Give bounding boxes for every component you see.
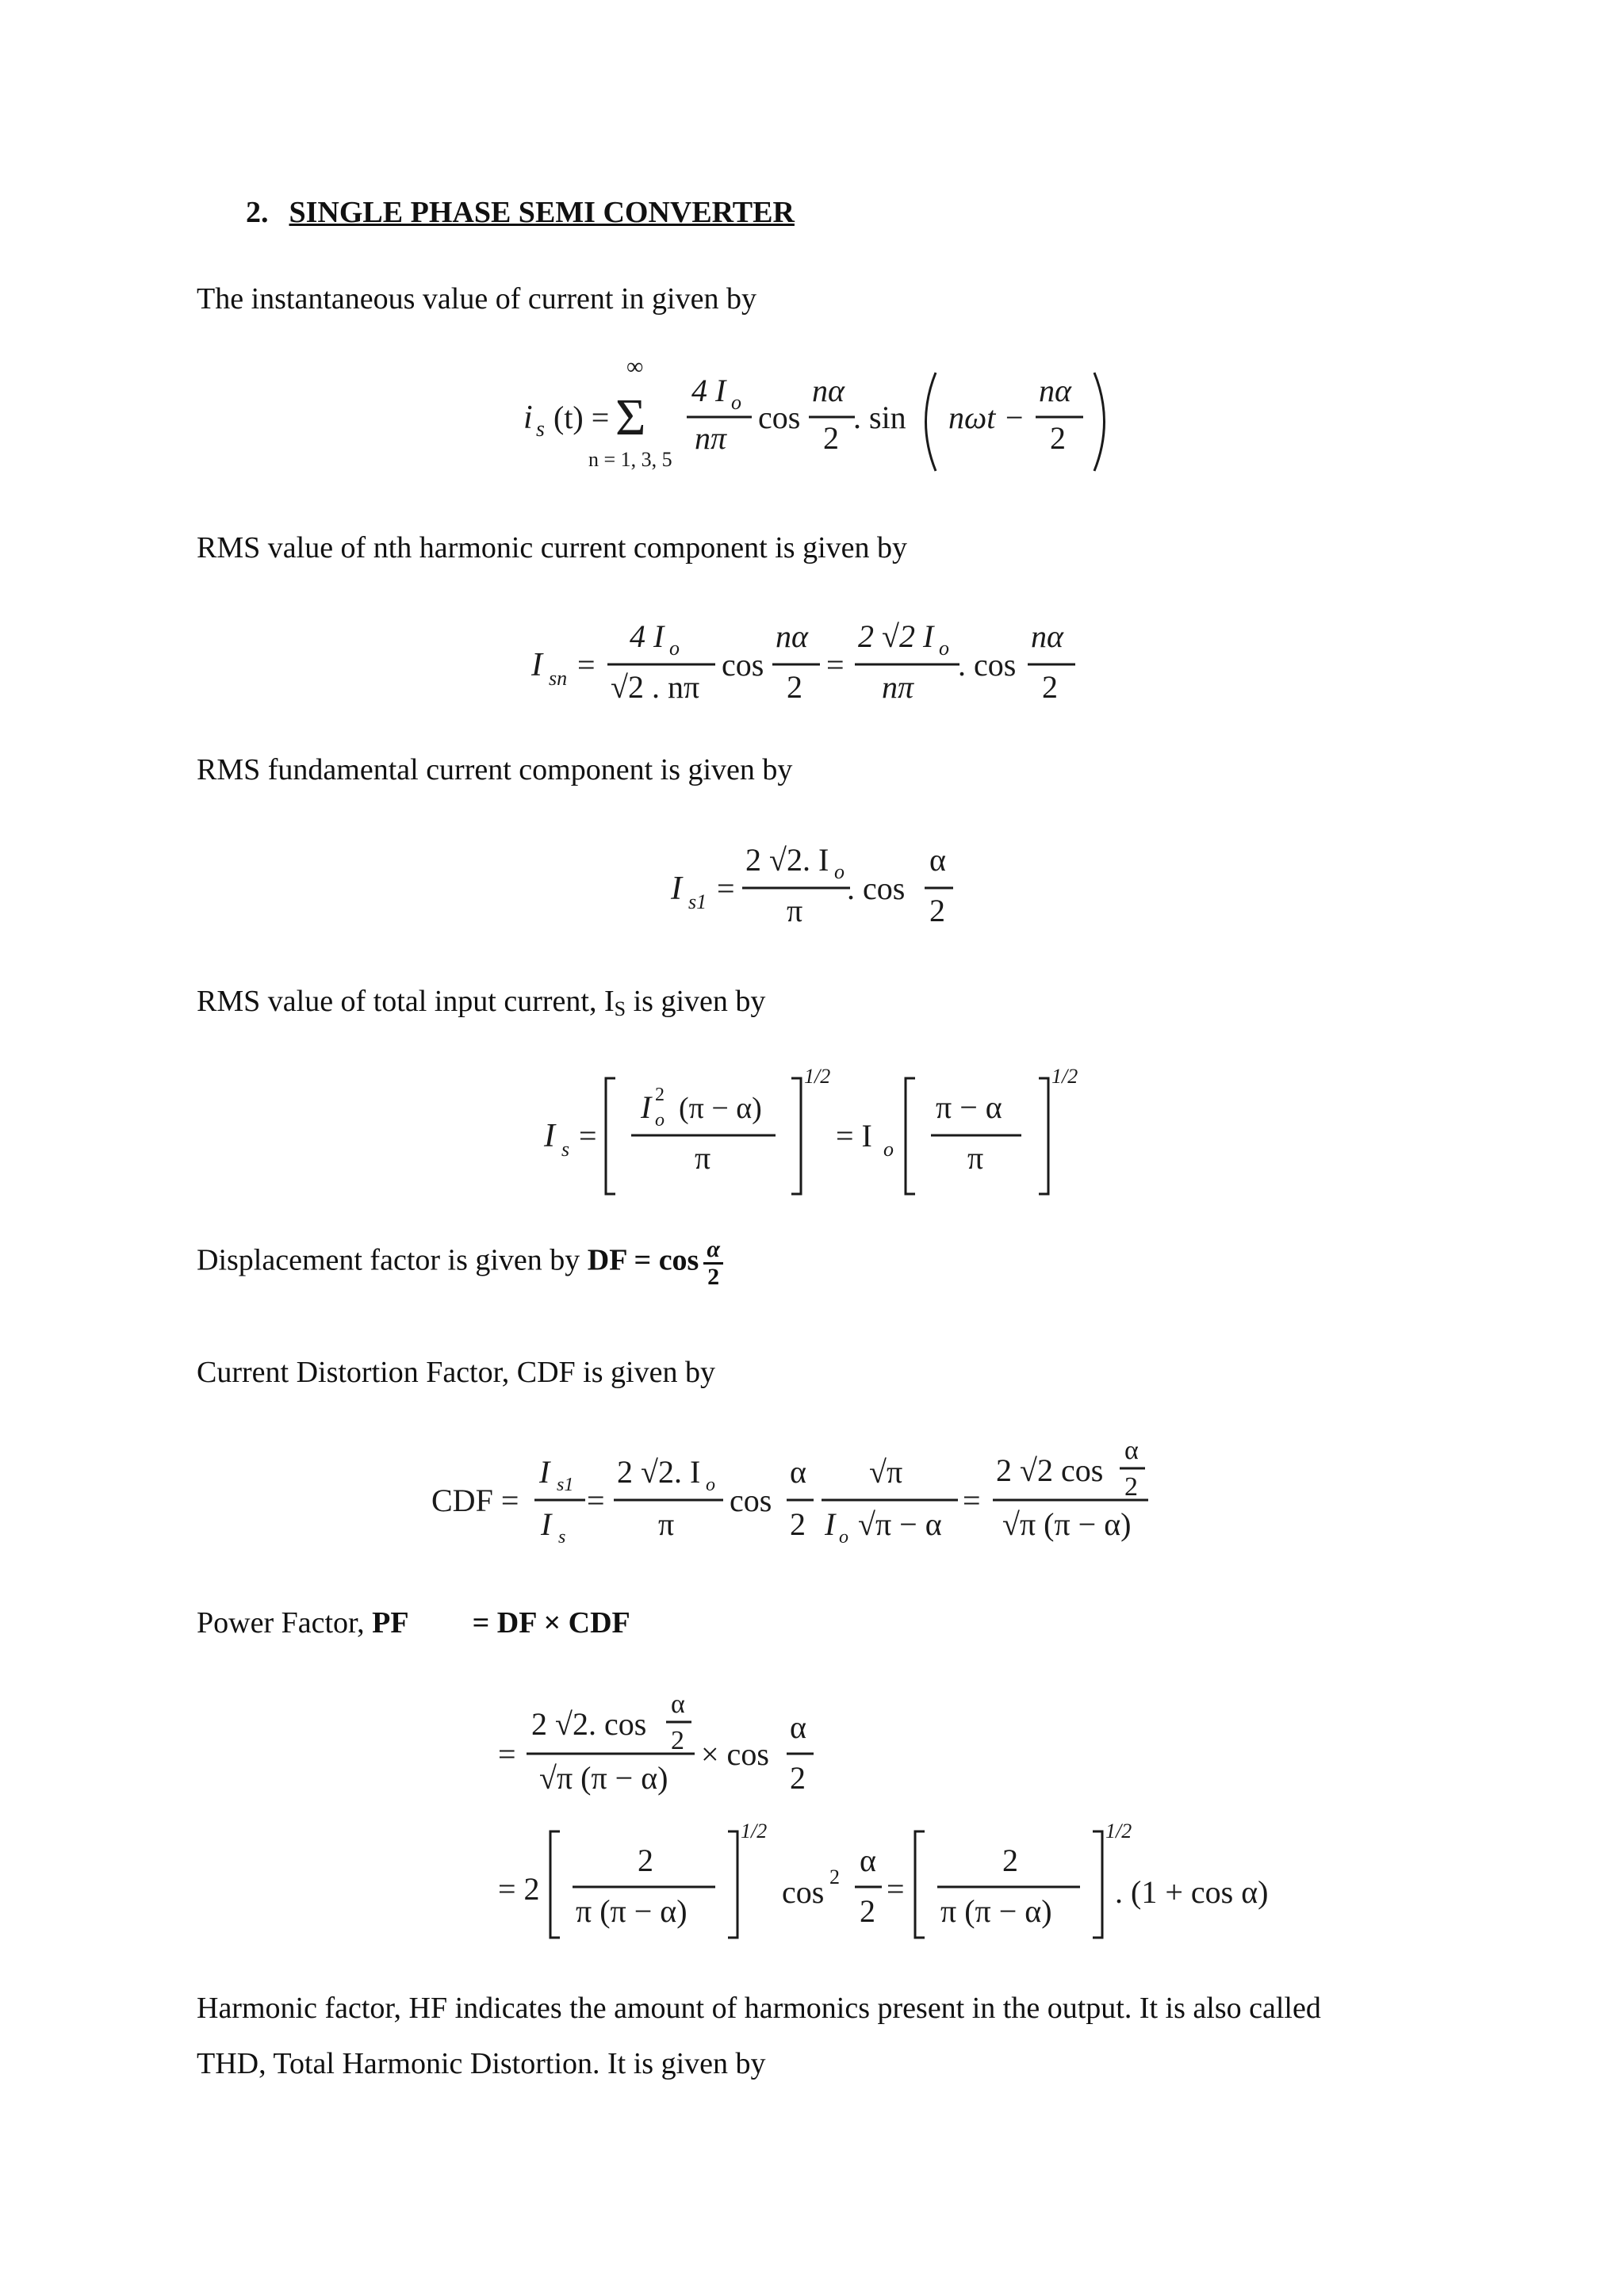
p4-sub: S bbox=[614, 997, 626, 1020]
eq1-lhs-arg: (t) = bbox=[553, 400, 610, 435]
eq5-den-d-rest: √π − α bbox=[858, 1506, 942, 1542]
eq6-den-a: √π (π − α) bbox=[539, 1760, 668, 1796]
section-number: 2. bbox=[246, 196, 269, 229]
eq1-upper: ∞ bbox=[626, 354, 644, 380]
eq5-den-e: √π (π − α) bbox=[1002, 1506, 1132, 1542]
eq5-num-e-frac-den: 2 bbox=[1124, 1472, 1138, 1502]
eq3-cos: . cos bbox=[847, 871, 906, 906]
eq7-lhs: = 2 bbox=[498, 1871, 540, 1907]
eq2-den-d: 2 bbox=[1042, 669, 1058, 705]
eq7-tail: . (1 + cos α) bbox=[1115, 1874, 1269, 1910]
eq1-den-c: 2 bbox=[1050, 420, 1066, 456]
equation-rms-total-input bbox=[539, 1067, 1078, 1202]
eq2-cos: cos bbox=[722, 647, 764, 683]
section-title: SINGLE PHASE SEMI CONVERTER bbox=[289, 196, 795, 229]
eq5-eq2: = bbox=[963, 1483, 981, 1518]
paragraph-displacement-factor bbox=[197, 1237, 723, 1289]
eq7-bracket-left-b bbox=[915, 1831, 925, 1938]
eq7-num-a: 2 bbox=[638, 1843, 653, 1878]
eq7-cos2: cos bbox=[782, 1874, 825, 1910]
eq5-num-a-sub: s1 bbox=[557, 1475, 574, 1495]
paragraph-instantaneous-current: The instantaneous value of current in given by bbox=[197, 282, 756, 316]
equation-power-factor-2 bbox=[492, 1820, 1316, 1947]
eq4-pow: 1/2 bbox=[804, 1065, 831, 1088]
eq5-num-c: α bbox=[790, 1454, 806, 1490]
eq1-sigma: Σ bbox=[615, 388, 646, 446]
eq4-num-a: I bbox=[641, 1089, 652, 1125]
eq2-lhs-sub: sn bbox=[549, 667, 568, 690]
eq5-den-b: π bbox=[658, 1506, 675, 1542]
eq4-den-b: π bbox=[967, 1140, 984, 1176]
eq4-eq2-sub: o bbox=[883, 1138, 894, 1161]
eq5-num-e: 2 √2 cos bbox=[996, 1452, 1104, 1488]
eq2-den-a: √2 . nπ bbox=[611, 669, 700, 705]
paragraph-harmonic-factor-line1: Harmonic factor, HF indicates the amount of harmonics present in the output. It is also called bbox=[197, 1992, 1321, 2025]
p4-main: RMS value of total input current, I bbox=[197, 985, 615, 1018]
eq1-num-a: 4 I bbox=[691, 373, 726, 408]
equation-rms-nth-harmonic bbox=[527, 610, 1097, 721]
eq5-den-a: I bbox=[541, 1506, 552, 1542]
eq3-lhs-sub: s1 bbox=[688, 890, 707, 913]
eq5-num-b-sub: o bbox=[706, 1475, 715, 1495]
eq2-eq2: = bbox=[826, 647, 845, 683]
p7-label: Power Factor, bbox=[197, 1606, 373, 1640]
eq1-num-b: nα bbox=[812, 373, 845, 408]
eq3-den-b: 2 bbox=[929, 893, 945, 928]
eq7-bracket-right-a bbox=[728, 1831, 737, 1938]
eq5-num-e-frac-num: α bbox=[1124, 1436, 1139, 1465]
equation-power-factor-1 bbox=[492, 1679, 841, 1814]
eq7-eq: = bbox=[887, 1871, 905, 1907]
eq3-eq: = bbox=[717, 871, 735, 906]
eq2-num-b: nα bbox=[776, 618, 808, 654]
eq4-pow2: 1/2 bbox=[1051, 1065, 1078, 1088]
eq2-cos2: . cos bbox=[958, 647, 1017, 683]
eq4-bracket-right-a bbox=[791, 1078, 801, 1194]
eq2-num-d: nα bbox=[1031, 618, 1063, 654]
eq7-den-a: π (π − α) bbox=[576, 1893, 688, 1929]
eq2-num-c-sub: o bbox=[939, 637, 949, 660]
p7-pf: PF bbox=[372, 1606, 409, 1640]
eq7-den-c: π (π − α) bbox=[940, 1893, 1052, 1929]
eq7-pow: 1/2 bbox=[741, 1820, 768, 1843]
eq5-eq: = bbox=[587, 1483, 605, 1518]
eq7-pow2: 1/2 bbox=[1105, 1820, 1132, 1843]
eq7-cos2-sup: 2 bbox=[829, 1866, 840, 1888]
eq2-num-a: 4 I bbox=[630, 618, 665, 654]
eq4-lhs-sub: s bbox=[561, 1138, 570, 1161]
eq7-den-b: 2 bbox=[860, 1893, 875, 1929]
eq2-den-c: nπ bbox=[882, 669, 914, 705]
section-heading bbox=[246, 195, 795, 230]
eq3-num-a-sub: o bbox=[834, 860, 845, 883]
eq6-num-a-frac-num: α bbox=[671, 1689, 685, 1719]
paragraph-rms-nth-harmonic: RMS value of nth harmonic current component is given by bbox=[197, 531, 907, 564]
eq7-num-b: α bbox=[860, 1843, 876, 1878]
p5-df: DF = cos bbox=[587, 1243, 699, 1277]
eq4-den-a: π bbox=[695, 1140, 711, 1176]
eq5-den-d-sub: o bbox=[839, 1527, 848, 1548]
equation-instantaneous-current bbox=[515, 349, 1118, 492]
eq3-num-b: α bbox=[929, 842, 946, 878]
eq1-lhs-sub: s bbox=[536, 417, 545, 442]
eq4-lhs: I bbox=[544, 1118, 555, 1154]
paragraph-power-factor bbox=[197, 1603, 630, 1644]
eq1-left-paren bbox=[926, 373, 936, 471]
eq2-lhs: I bbox=[531, 647, 542, 683]
eq4-eq2: = I bbox=[836, 1118, 872, 1154]
eq1-lower: n = 1, 3, 5 bbox=[588, 448, 672, 471]
eq2-num-c: 2 √2 I bbox=[858, 618, 934, 654]
eq5-den-c: 2 bbox=[790, 1506, 806, 1542]
eq1-num-c: nα bbox=[1039, 373, 1071, 408]
p7-rhs: = DF × CDF bbox=[472, 1606, 630, 1640]
eq3-num-a: 2 √2. I bbox=[745, 842, 829, 878]
eq4-eq: = bbox=[579, 1118, 597, 1154]
eq4-num-a-sub: o bbox=[655, 1110, 665, 1131]
eq4-bracket-left-a bbox=[606, 1078, 615, 1194]
p5-text: Displacement factor is given by bbox=[197, 1243, 588, 1277]
eq2-num-a-sub: o bbox=[669, 637, 680, 660]
eq4-num-a-rest: (π − α) bbox=[679, 1092, 762, 1125]
eq1-lhs: i bbox=[523, 400, 533, 436]
eq5-den-a-sub: s bbox=[558, 1527, 566, 1548]
eq4-num-b: π − α bbox=[936, 1089, 1002, 1125]
eq7-bracket-right-b bbox=[1093, 1831, 1102, 1938]
eq5-lhs: CDF = bbox=[431, 1483, 519, 1518]
paragraph-rms-total-input bbox=[197, 982, 765, 1023]
p5-den: 2 bbox=[707, 1263, 720, 1290]
eq6-num-a-frac-den: 2 bbox=[671, 1726, 684, 1755]
eq3-den-a: π bbox=[787, 893, 803, 928]
eq3-lhs: I bbox=[671, 871, 682, 907]
eq4-bracket-left-b bbox=[906, 1078, 915, 1194]
p5-num: α bbox=[703, 1237, 723, 1265]
eq5-num-a: I bbox=[539, 1454, 550, 1490]
eq1-cos: cos bbox=[758, 400, 801, 435]
equation-rms-fundamental bbox=[666, 832, 983, 943]
paragraph-harmonic-factor-line2: THD, Total Harmonic Distortion. It is given by bbox=[197, 2047, 766, 2080]
eq5-num-b: 2 √2. I bbox=[617, 1454, 701, 1490]
eq5-cos: cos bbox=[730, 1483, 772, 1518]
eq5-num-d: √π bbox=[869, 1454, 903, 1490]
eq6-times: × cos bbox=[701, 1736, 769, 1772]
eq6-num-a: 2 √2. cos bbox=[531, 1706, 647, 1742]
eq2-den-b: 2 bbox=[787, 669, 802, 705]
p4-end: is given by bbox=[626, 985, 766, 1018]
eq7-bracket-left-a bbox=[550, 1831, 560, 1938]
eq7-num-c: 2 bbox=[1002, 1843, 1018, 1878]
eq6-eq: = bbox=[498, 1736, 516, 1772]
equation-cdf bbox=[428, 1432, 1174, 1567]
eq1-right-paren bbox=[1094, 373, 1105, 471]
eq6-num-b: α bbox=[790, 1709, 806, 1745]
eq5-den-d: I bbox=[825, 1506, 836, 1542]
eq1-arg: nωt − bbox=[948, 400, 1025, 435]
eq1-num-a-sub: o bbox=[731, 391, 741, 414]
eq1-den-a: nπ bbox=[695, 420, 727, 456]
eq2-eq: = bbox=[577, 647, 596, 683]
eq4-bracket-right-b bbox=[1039, 1078, 1048, 1194]
eq4-num-a-sup: 2 bbox=[655, 1085, 665, 1105]
p5-fraction bbox=[703, 1237, 723, 1289]
eq1-sin: . sin bbox=[853, 400, 906, 435]
eq6-den-b: 2 bbox=[790, 1760, 806, 1796]
paragraph-cdf: Current Distortion Factor, CDF is given by bbox=[197, 1356, 715, 1389]
paragraph-rms-fundamental: RMS fundamental current component is given by bbox=[197, 753, 793, 786]
eq1-den-b: 2 bbox=[823, 420, 839, 456]
